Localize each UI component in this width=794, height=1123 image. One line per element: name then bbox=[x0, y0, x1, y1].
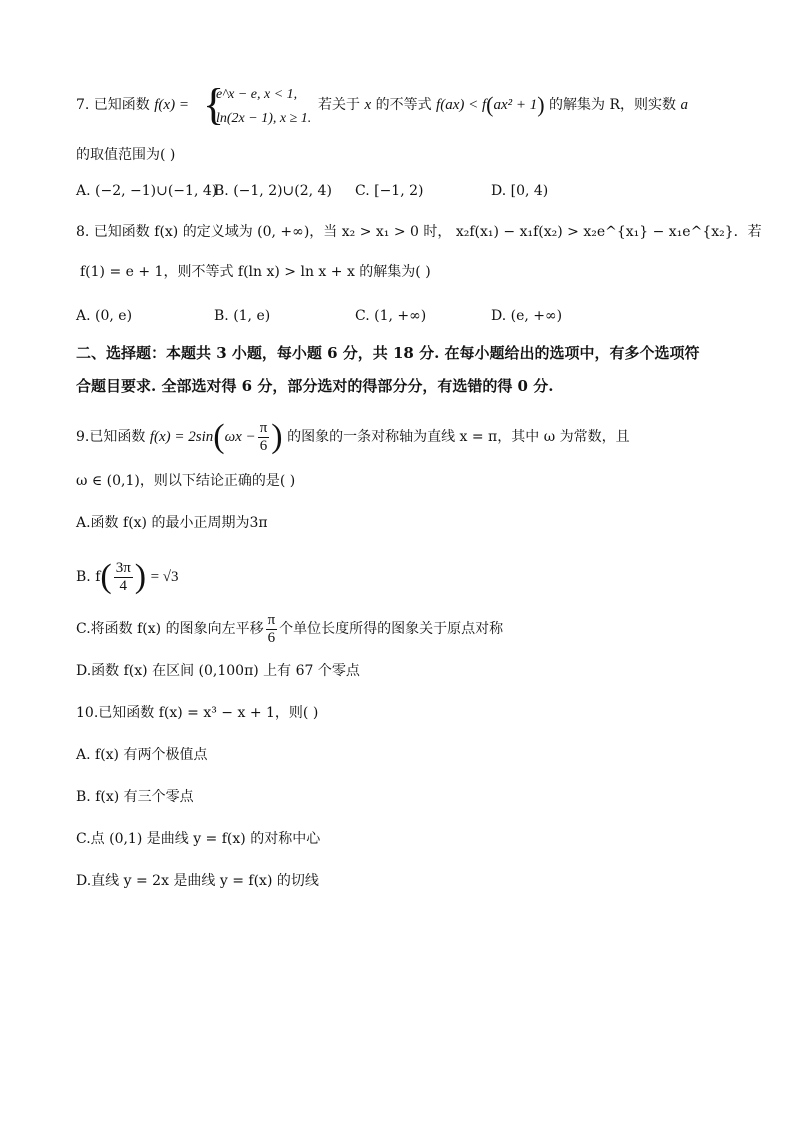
q7-a: a bbox=[680, 97, 688, 113]
q9-prefix: 9.已知函数 bbox=[76, 429, 146, 445]
q9-fx: f(x) = 2sin bbox=[149, 429, 214, 445]
q9-optc-post: 个单位长度所得的图象关于原点对称 bbox=[279, 621, 504, 637]
q9-option-c[interactable] bbox=[76, 609, 503, 649]
q9-arg: ωx − bbox=[224, 429, 256, 445]
q7-x: x bbox=[364, 97, 372, 113]
q7-option-a[interactable]: A. (−2, −1)∪(−1, 4) bbox=[76, 183, 218, 199]
q9-option-b[interactable]: B. f( $\frac{3\pi}{4}$ ) = √3 bbox=[76, 558, 179, 595]
q7-option-b[interactable]: B. (−1, 2)∪(2, 4) bbox=[214, 183, 332, 199]
q8-option-b[interactable]: B. (1, e) bbox=[214, 308, 271, 324]
q7-mid: 若关于 bbox=[318, 97, 360, 113]
q9-frac-den: 6 bbox=[259, 437, 268, 454]
q10-option-b[interactable]: B. f(x) 有三个零点 bbox=[76, 789, 194, 805]
q9-option-d[interactable]: D.函数 f(x) 在区间 (0,100π) 上有 67 个零点 bbox=[76, 663, 360, 679]
q9-optb-pre: B. f bbox=[76, 569, 101, 585]
q9-optb-num: 3π bbox=[115, 559, 131, 576]
section2-line1: 二、选择题：本题共 3 小题，每小题 6 分，共 18 分. 在每小题给出的选项中，有多个选项符 bbox=[76, 344, 700, 362]
q7-case1: e^x − e, x < 1, bbox=[216, 87, 298, 102]
q7-ineq-text: 的不等式 bbox=[375, 97, 432, 113]
q8-option-c[interactable]: C. (1, +∞) bbox=[355, 308, 427, 324]
q7-prefix: 7. 已知函数 bbox=[76, 97, 150, 113]
q9-optb-post: = √3 bbox=[150, 569, 179, 585]
q7-ineq: f(ax) < f bbox=[436, 97, 487, 113]
q8-option-d[interactable]: D. (e, +∞) bbox=[491, 308, 563, 324]
q10-option-a[interactable]: A. f(x) 有两个极值点 bbox=[76, 747, 208, 763]
q7-tail: 的解集为 R，则实数 bbox=[549, 97, 677, 113]
q7-option-c[interactable]: C. [−1, 2) bbox=[355, 183, 424, 199]
q7-brace: { bbox=[203, 80, 225, 129]
q9-line2: ω ∈ (0,1)，则以下结论正确的是( ) bbox=[76, 473, 296, 489]
q7-line2: 的取值范围为( ) bbox=[76, 147, 176, 163]
q9-optc-den: 6 bbox=[267, 629, 276, 646]
q9-option-a[interactable]: A.函数 f(x) 的最小正周期为3π bbox=[76, 515, 268, 531]
q8-line2: f(1) = e + 1，则不等式 f(ln x) > ln x + x 的解集为( ) bbox=[80, 264, 431, 280]
q9-optc-num: π bbox=[267, 611, 276, 628]
q10-option-c[interactable]: C.点 (0,1) 是曲线 y = f(x) 的对称中心 bbox=[76, 831, 321, 847]
q7-case2: ln(2x − 1), x ≥ 1. bbox=[216, 111, 312, 126]
q9-stem: 9.已知函数 f(x) = 2sin(ωx − $\frac{\pi}{6}$ ) 的图象的一条对称轴为直线 x = π，其中 ω 为常数，且 bbox=[76, 418, 630, 455]
q7-arg: ax² + 1 bbox=[493, 97, 538, 113]
q10-stem: 10.已知函数 f(x) = x³ − x + 1，则( ) bbox=[76, 705, 319, 721]
q9-optc-pre: C.将函数 f(x) 的图象向左平移 bbox=[76, 621, 264, 637]
q9-frac-num: π bbox=[259, 419, 268, 436]
q7-fx: f(x) = bbox=[154, 97, 189, 113]
q10-option-d[interactable]: D.直线 y = 2x 是曲线 y = f(x) 的切线 bbox=[76, 873, 319, 889]
q8-line1: 8. 已知函数 f(x) 的定义域为 (0, +∞)，当 x₂ > x₁ > 0 时， x₂f(x₁) − x₁f(x₂) > x₂e^{x₁} − x₁e^{x₂}．若 bbox=[76, 224, 762, 240]
q9-tail: 的图象的一条对称轴为直线 x = π，其中 ω 为常数，且 bbox=[287, 429, 630, 445]
section2-line2: 合题目要求. 全部选对得 6 分，部分选对的得部分分，有选错的得 0 分. bbox=[76, 377, 554, 395]
q9-optb-den: 4 bbox=[119, 577, 127, 594]
q8-option-a[interactable]: A. (0, e) bbox=[76, 308, 133, 324]
q7-option-d[interactable]: D. [0, 4) bbox=[491, 183, 549, 199]
